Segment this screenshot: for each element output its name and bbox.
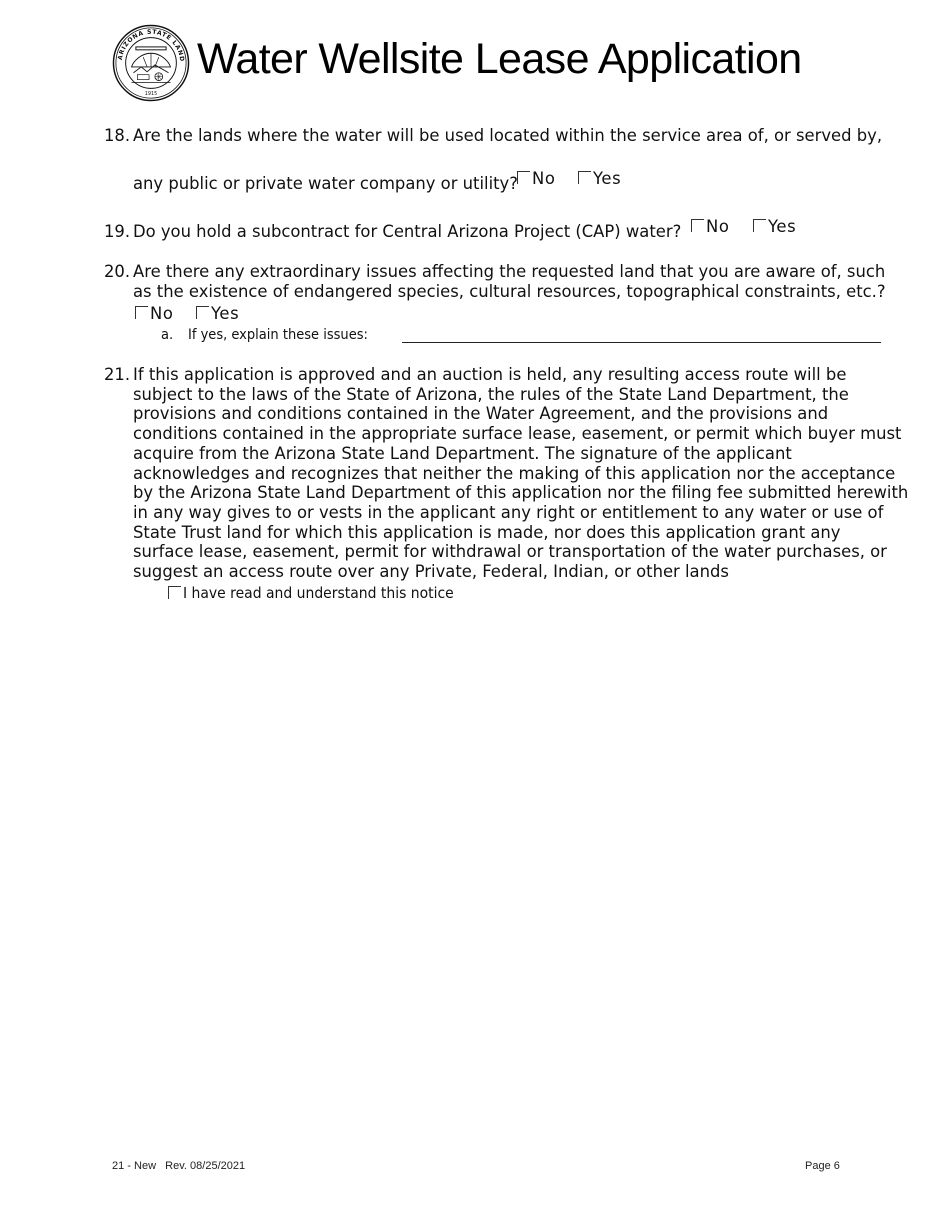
q20-sub-a-label: If yes, explain these issues: bbox=[188, 327, 368, 343]
question-text: Are the lands where the water will be used located within the service area of, or served by, bbox=[133, 126, 883, 145]
q20-yes-checkbox[interactable] bbox=[196, 306, 209, 319]
q18-yes-option[interactable] bbox=[578, 169, 621, 188]
question-text: Do you hold a subcontract for Central Arizona Project (CAP) water? bbox=[133, 222, 682, 241]
q18-no-option[interactable] bbox=[517, 169, 556, 188]
notice-line: provisions and conditions contained in the Water Agreement, and the provisions and bbox=[133, 404, 829, 424]
svg-text:1915: 1915 bbox=[144, 91, 158, 98]
question-text: Are there any extraordinary issues affecting the requested land that you are aware of, such bbox=[133, 262, 886, 281]
page-number: Page 6 bbox=[805, 1160, 840, 1172]
question-text-continued: as the existence of endangered species, cultural resources, topographical constraints, etc.? bbox=[133, 282, 886, 301]
option-label: Yes bbox=[593, 169, 622, 188]
acknowledge-notice-option[interactable] bbox=[168, 584, 454, 603]
q19-no-option[interactable] bbox=[691, 217, 730, 236]
notice-line: conditions contained in the appropriate surface lease, easement, or permit which buyer must bbox=[133, 424, 902, 444]
question-21-number: 21. bbox=[104, 365, 131, 384]
notice-line: suggest an access route over any Private, Federal, Indian, or other lands bbox=[133, 562, 729, 582]
question-21-notice bbox=[133, 365, 909, 582]
notice-line: acknowledges and recognizes that neither the making of this application nor the acceptance bbox=[133, 463, 896, 483]
q20-no-checkbox[interactable] bbox=[135, 306, 148, 319]
notice-line: by the Arizona State Land Department of this application nor the filing fee submitted herewith bbox=[133, 483, 909, 503]
q19-no-checkbox[interactable] bbox=[691, 219, 704, 232]
q19-yes-checkbox[interactable] bbox=[753, 219, 766, 232]
issues-explanation-field[interactable] bbox=[402, 342, 881, 343]
notice-line: in any way gives to or vests in the applicant any right or entitlement to any water or use of bbox=[133, 502, 884, 522]
q18-yes-checkbox[interactable] bbox=[578, 171, 591, 184]
acknowledge-notice-label: I have read and understand this notice bbox=[183, 584, 454, 602]
option-label: Yes bbox=[768, 217, 797, 236]
option-label: No bbox=[532, 169, 556, 188]
notice-line: State Trust land for which this application is made, nor does this application grant any bbox=[133, 522, 841, 542]
question-text-continued: any public or private water company or utility? bbox=[133, 174, 518, 193]
option-label: No bbox=[150, 304, 174, 323]
question-19 bbox=[0, 222, 950, 246]
question-18 bbox=[0, 126, 950, 206]
option-label: Yes bbox=[211, 304, 240, 323]
acknowledge-notice-checkbox[interactable] bbox=[168, 586, 181, 599]
arizona-state-land-department-seal bbox=[112, 24, 190, 102]
page-title: Water Wellsite Lease Application bbox=[197, 35, 802, 83]
notice-line: subject to the laws of the State of Arizona, the rules of the State Land Department, the bbox=[133, 384, 849, 404]
question-number: 20. bbox=[104, 262, 131, 281]
q20-no-option[interactable] bbox=[135, 304, 174, 323]
q19-yes-option[interactable] bbox=[753, 217, 796, 236]
option-label: No bbox=[706, 217, 730, 236]
question-number: 19. bbox=[104, 222, 131, 241]
question-number: 18. bbox=[104, 126, 131, 145]
question-20 bbox=[0, 262, 950, 304]
q20-sub-a-marker: a. bbox=[161, 327, 174, 343]
q20-yes-option[interactable] bbox=[196, 304, 239, 323]
form-revision: 21 - New Rev. 08/25/2021 bbox=[112, 1160, 246, 1172]
notice-line: If this application is approved and an auction is held, any resulting access route will be bbox=[133, 365, 847, 384]
q18-no-checkbox[interactable] bbox=[517, 171, 530, 184]
notice-line: surface lease, easement, permit for withdrawal or transportation of the water purchases, or bbox=[133, 542, 887, 562]
svg-text:ARIZONA STATE LAND: ARIZONA STATE LAND bbox=[116, 28, 186, 63]
notice-line: acquire from the Arizona State Land Department. The signature of the applicant bbox=[133, 443, 792, 463]
